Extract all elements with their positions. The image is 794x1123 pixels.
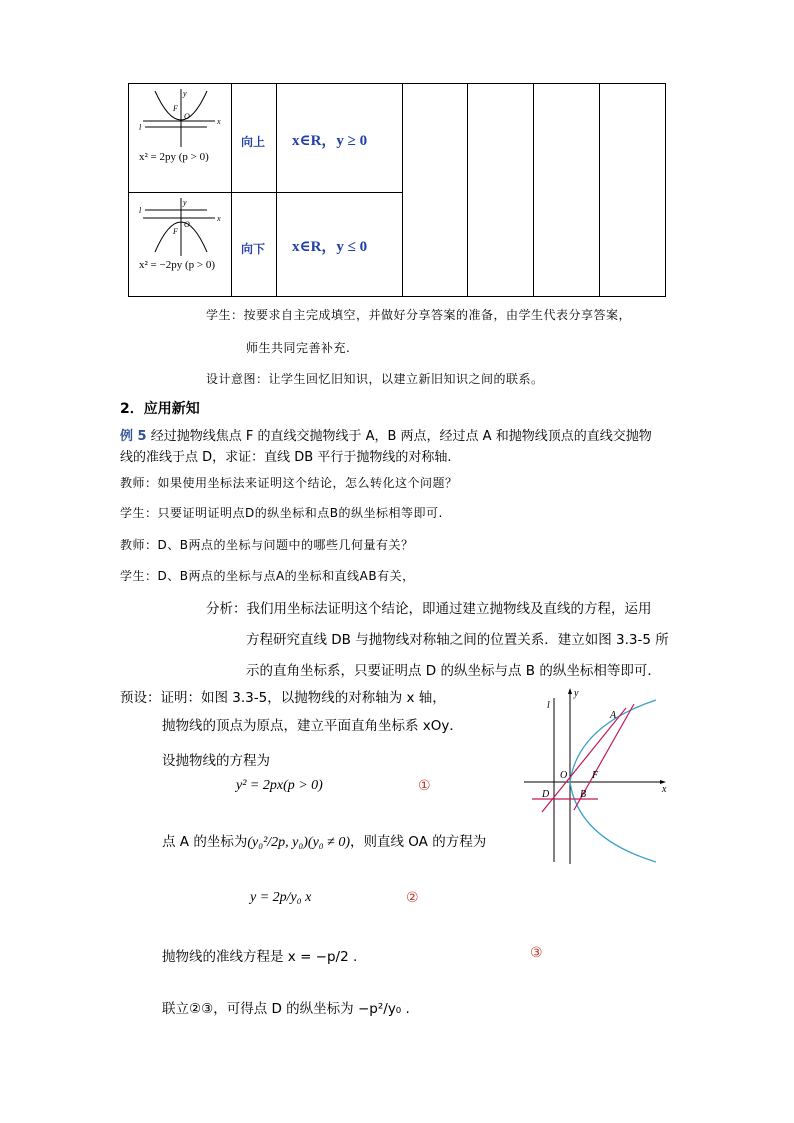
analysis-line3: 示的直角坐标系，只要证明点 D 的纵坐标与点 B 的纵坐标相等即可．: [246, 663, 661, 679]
row2-range: x∈R，y ≤ 0: [292, 239, 368, 255]
dialogue-student-1: 学生：只要证明证明点D的纵坐标和点B的纵坐标相等即可.: [120, 506, 443, 520]
example-text: 经过抛物线焦点 F 的直线交抛物线于 A，B 两点，经过点 A 和抛物线顶点的直线交抛物: [150, 429, 652, 444]
svg-text:l: l: [139, 123, 142, 132]
dialogue-student-2: 学生：D、B两点的坐标与点A的坐标和直线AB有关，: [120, 569, 415, 583]
design-intent: 设计意图：让学生回忆旧知识，以建立新旧知识之间的联系。: [206, 372, 544, 386]
proof-line3: 设抛物线的方程为: [162, 753, 270, 769]
row1-range: x∈R，y ≥ 0: [292, 133, 368, 149]
fig-label-o: O: [560, 770, 568, 781]
parabola-properties-table: [128, 83, 666, 297]
proof-line1: 预设：证明：如图 3.3-5，以抛物线的对称轴为 x 轴，: [120, 690, 446, 706]
example-label: 例 5: [120, 429, 147, 444]
table-divider: [129, 192, 402, 193]
row1-equation: x² = 2py (p > 0): [139, 151, 209, 163]
proof-line2: 抛物线的顶点为原点，建立平面直角坐标系 xOy．: [162, 718, 463, 734]
svg-text:O: O: [184, 112, 190, 121]
table-divider: [231, 84, 232, 296]
equation-mark-1: ①: [418, 778, 431, 794]
svg-text:F: F: [173, 227, 178, 236]
row2-direction: 向下: [241, 242, 266, 256]
equation-mark-3: ③: [530, 945, 543, 961]
fig-label-y: y: [574, 688, 579, 699]
svg-text:l: l: [139, 206, 142, 215]
fig-label-l: l: [547, 700, 550, 711]
table-divider: [402, 84, 403, 296]
figure-3-3-5: [518, 686, 668, 866]
equation-mark-2: ②: [406, 890, 419, 906]
student-response-line2: 师生共同完善补充.: [246, 341, 351, 355]
point-a-intro: 点 A 的坐标为: [162, 834, 248, 850]
parabola-equation: y² = 2px(p > 0): [236, 778, 323, 793]
svg-text:y: y: [183, 89, 187, 98]
svg-text:x: x: [217, 214, 221, 223]
table-divider: [276, 84, 277, 296]
upward-parabola-graph: [137, 87, 225, 151]
table-divider: [599, 84, 600, 296]
fig-label-f: F: [592, 770, 599, 781]
line-oa-equation: y = 2p/y₀ x: [250, 890, 312, 905]
fig-label-d: D: [542, 789, 550, 800]
y0-condition: (y₀ ≠ 0): [307, 835, 350, 850]
proof-line4: [162, 830, 486, 851]
fig-label-x: x: [662, 784, 667, 795]
line-oa-intro: ，则直线 OA 的方程为: [350, 834, 487, 850]
svg-text:x: x: [217, 117, 221, 126]
analysis-line2: 方程研究直线 DB 与抛物线对称轴之间的位置关系．建立如图 3.3-5 所: [246, 632, 669, 648]
row1-direction: 向上: [241, 135, 266, 149]
downward-parabola-graph: [137, 196, 225, 260]
table-divider: [533, 84, 534, 296]
directrix-equation: 抛物线的准线方程是 x = −p/2 .: [162, 949, 358, 965]
svg-text:F: F: [173, 104, 178, 113]
dialogue-teacher-2: 教师：D、B两点的坐标与问题中的哪些几何量有关？: [120, 538, 414, 552]
point-a-coordinates: (y₀²/2p, y₀): [247, 835, 308, 850]
dialogue-teacher-1: 教师：如果使用坐标法来证明这个结论，怎么转化这个问题？: [120, 476, 458, 490]
example-line2: 线的准线于点 D，求证：直线 DB 平行于抛物线的对称轴.: [120, 450, 452, 465]
svg-text:y: y: [183, 198, 187, 207]
student-response-line1: 学生：按要求自主完成填空，并做好分享答案的准备，由学生代表分享答案，: [206, 308, 632, 322]
d-ordinate-conclusion: 联立②③，可得点 D 的纵坐标为 −p²/y₀ .: [162, 1001, 410, 1017]
example-line1: [120, 425, 652, 444]
section-title: 2．应用新知: [120, 401, 200, 417]
fig-label-b: B: [580, 789, 587, 800]
analysis-line1: 分析：我们用坐标法证明这个结论，即通过建立抛物线及直线的方程，运用: [206, 601, 652, 617]
fig-label-a: A: [610, 710, 617, 721]
row2-equation: x² = −2py (p > 0): [139, 259, 215, 271]
svg-text:O: O: [184, 220, 190, 229]
table-divider: [467, 84, 468, 296]
